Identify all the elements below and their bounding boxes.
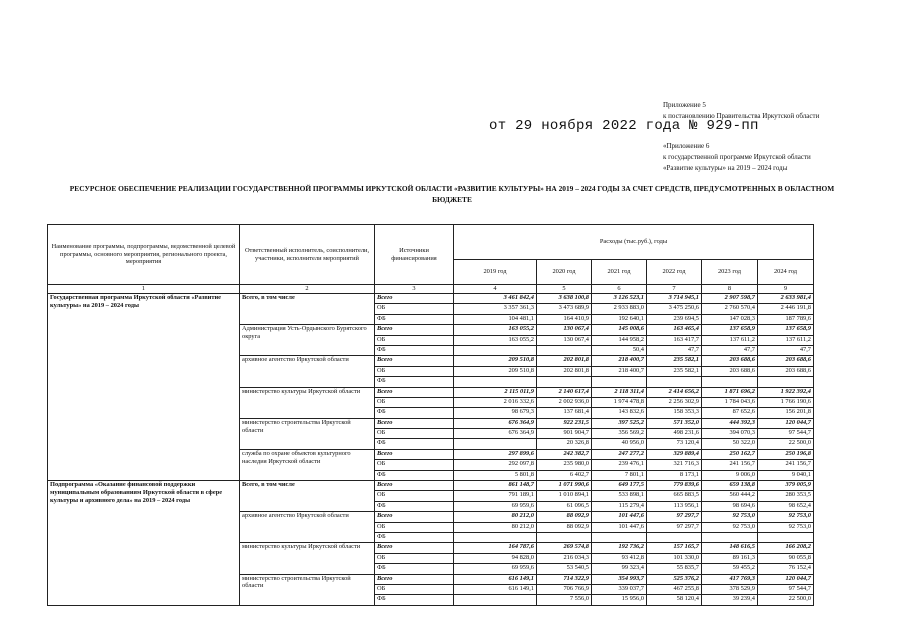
source-cell: Всего: [375, 356, 454, 366]
source-cell: ОБ: [375, 522, 454, 532]
executor-cell: Всего, в том числе: [240, 294, 375, 325]
value-cell: 137 611,2: [702, 335, 758, 345]
value-cell: 235 582,1: [647, 356, 702, 366]
value-cell: 40 956,0: [592, 439, 647, 449]
source-cell: ОБ: [375, 491, 454, 501]
value-cell: 2 633 981,4: [758, 294, 814, 304]
value-cell: 525 376,2: [647, 574, 702, 584]
value-cell: 339 037,7: [592, 584, 647, 594]
value-cell: 922 231,5: [537, 418, 592, 428]
value-cell: 97 544,7: [758, 584, 814, 594]
value-cell: 69 959,6: [454, 564, 537, 574]
appendix6-program-ref: к государственной программе Иркутской области: [663, 153, 811, 161]
value-cell: 50 322,0: [702, 439, 758, 449]
value-cell: 242 382,7: [537, 449, 592, 459]
table-row: [48, 294, 814, 304]
executor-cell: министерство культуры Иркутской области: [240, 543, 375, 574]
column-number: 1: [48, 285, 240, 294]
value-cell: 235 980,0: [537, 460, 592, 470]
value-cell: 218 400,7: [592, 356, 647, 366]
value-cell: 88 092,9: [537, 512, 592, 522]
value-cell: 9 040,1: [758, 470, 814, 480]
value-cell: [647, 377, 702, 387]
value-cell: 113 956,1: [647, 501, 702, 511]
source-cell: ОБ: [375, 366, 454, 376]
header-expenses: Расходы (тыс.руб.), годы: [454, 225, 814, 260]
value-cell: [702, 377, 758, 387]
value-cell: 157 165,7: [647, 543, 702, 553]
value-cell: 329 889,4: [647, 449, 702, 459]
column-number: 5: [537, 285, 592, 294]
value-cell: 247 277,2: [592, 449, 647, 459]
value-cell: 216 034,3: [537, 553, 592, 563]
appendix6-program-name: «Развитие культуры» на 2019 – 2024 годы: [663, 164, 788, 172]
value-cell: 560 444,2: [702, 491, 758, 501]
value-cell: 280 353,5: [758, 491, 814, 501]
value-cell: 98 694,6: [702, 501, 758, 511]
value-cell: 104 481,1: [454, 314, 537, 324]
value-cell: 241 156,7: [758, 460, 814, 470]
value-cell: 901 904,7: [537, 429, 592, 439]
value-cell: 417 769,3: [702, 574, 758, 584]
value-cell: 89 161,3: [702, 553, 758, 563]
value-cell: 101 447,6: [592, 522, 647, 532]
value-cell: 92 753,0: [702, 512, 758, 522]
executor-cell: служба по охране объектов культурного наследия Иркутской области: [240, 449, 375, 480]
value-cell: 80 212,0: [454, 522, 537, 532]
value-cell: [592, 377, 647, 387]
executor-cell: Всего, в том числе: [240, 481, 375, 512]
value-cell: 88 092,9: [537, 522, 592, 532]
value-cell: 714 322,9: [537, 574, 592, 584]
value-cell: 2 414 656,2: [647, 387, 702, 397]
appendix-label: Приложение 5: [663, 101, 706, 109]
appendix6-label: «Приложение 6: [663, 142, 710, 150]
value-cell: 1 784 043,6: [702, 397, 758, 407]
value-cell: 90 055,8: [758, 553, 814, 563]
value-cell: 137 658,9: [702, 325, 758, 335]
value-cell: 467 255,8: [647, 584, 702, 594]
value-cell: 444 392,3: [702, 418, 758, 428]
value-cell: 706 766,9: [537, 584, 592, 594]
value-cell: 5 801,8: [454, 470, 537, 480]
value-cell: 99 323,4: [592, 564, 647, 574]
value-cell: 94 828,0: [454, 553, 537, 563]
source-cell: ОБ: [375, 304, 454, 314]
value-cell: 101 447,6: [592, 512, 647, 522]
value-cell: 1 071 990,6: [537, 481, 592, 491]
value-cell: 130 067,4: [537, 325, 592, 335]
value-cell: 203 688,6: [758, 356, 814, 366]
value-cell: [592, 532, 647, 542]
decree-date-stamp: от 29 ноября 2022 года № 929-пп: [489, 118, 759, 134]
value-cell: 241 156,7: [702, 460, 758, 470]
value-cell: 1 974 478,8: [592, 397, 647, 407]
program-name-cell: Государственная программа Иркутской области «Развитие культуры» на 2019 – 2024 годы: [48, 294, 240, 481]
source-cell: ФБ: [375, 377, 454, 387]
value-cell: 2 140 617,4: [537, 387, 592, 397]
value-cell: 144 958,2: [592, 335, 647, 345]
value-cell: 192 736,2: [592, 543, 647, 553]
value-cell: [454, 532, 537, 542]
value-cell: 250 196,8: [758, 449, 814, 459]
value-cell: [454, 377, 537, 387]
value-cell: 676 364,9: [454, 418, 537, 428]
value-cell: 292 097,8: [454, 460, 537, 470]
value-cell: 2 002 936,0: [537, 397, 592, 407]
source-cell: ФБ: [375, 595, 454, 605]
value-cell: 354 993,7: [592, 574, 647, 584]
header-source-column: Источники финансирования: [375, 225, 454, 285]
value-cell: 2 115 011,9: [454, 387, 537, 397]
value-cell: 616 149,1: [454, 574, 537, 584]
value-cell: 250 162,7: [702, 449, 758, 459]
column-number: 3: [375, 285, 454, 294]
value-cell: 378 529,9: [702, 584, 758, 594]
value-cell: 1 922 392,4: [758, 387, 814, 397]
value-cell: 61 096,5: [537, 501, 592, 511]
value-cell: 92 753,0: [758, 512, 814, 522]
value-cell: 101 330,0: [647, 553, 702, 563]
value-cell: 791 189,1: [454, 491, 537, 501]
executor-cell: министерство строительства Иркутской области: [240, 574, 375, 605]
value-cell: 98 652,4: [758, 501, 814, 511]
value-cell: 3 714 945,1: [647, 294, 702, 304]
value-cell: [537, 377, 592, 387]
source-cell: Всего: [375, 294, 454, 304]
value-cell: 2 446 191,8: [758, 304, 814, 314]
program-name-cell: Подпрограмма «Оказание финансовой поддержки муниципальным образованиям Иркутской области в сфере культуры и архивного дела» на 2019 – 2024 годы: [48, 481, 240, 606]
value-cell: 166 208,2: [758, 543, 814, 553]
value-cell: 148 616,5: [702, 543, 758, 553]
value-cell: 1 010 894,1: [537, 491, 592, 501]
source-cell: ОБ: [375, 429, 454, 439]
value-cell: 2 907 598,7: [702, 294, 758, 304]
value-cell: 15 956,0: [592, 595, 647, 605]
column-number: 8: [702, 285, 758, 294]
value-cell: 659 138,8: [702, 481, 758, 491]
source-cell: ФБ: [375, 501, 454, 511]
value-cell: 145 008,6: [592, 325, 647, 335]
value-cell: 156 201,8: [758, 408, 814, 418]
source-cell: Всего: [375, 512, 454, 522]
value-cell: 163 465,4: [647, 325, 702, 335]
value-cell: 1 871 696,2: [702, 387, 758, 397]
source-cell: ФБ: [375, 408, 454, 418]
value-cell: 120 044,7: [758, 418, 814, 428]
value-cell: 239 694,5: [647, 314, 702, 324]
value-cell: [702, 532, 758, 542]
value-cell: 53 540,5: [537, 564, 592, 574]
value-cell: 20 326,8: [537, 439, 592, 449]
value-cell: 533 898,1: [592, 491, 647, 501]
source-cell: Всего: [375, 481, 454, 491]
value-cell: 115 279,4: [592, 501, 647, 511]
value-cell: 22 500,0: [758, 439, 814, 449]
source-cell: Всего: [375, 543, 454, 553]
value-cell: 147 028,3: [702, 314, 758, 324]
value-cell: 202 801,8: [537, 356, 592, 366]
source-cell: Всего: [375, 418, 454, 428]
value-cell: 73 120,4: [647, 439, 702, 449]
value-cell: 7 801,1: [592, 470, 647, 480]
value-cell: 143 832,6: [592, 408, 647, 418]
value-cell: 209 510,8: [454, 356, 537, 366]
value-cell: 130 067,4: [537, 335, 592, 345]
value-cell: 97 544,7: [758, 429, 814, 439]
executor-cell: архивное агентство Иркутской области: [240, 512, 375, 543]
executor-cell: министерство строительства Иркутской области: [240, 418, 375, 449]
value-cell: 164 787,6: [454, 543, 537, 553]
value-cell: 22 500,0: [758, 595, 814, 605]
value-cell: 239 476,1: [592, 460, 647, 470]
value-cell: 164 410,9: [537, 314, 592, 324]
value-cell: 356 569,2: [592, 429, 647, 439]
value-cell: [758, 532, 814, 542]
value-cell: 137 681,4: [537, 408, 592, 418]
value-cell: 39 239,4: [702, 595, 758, 605]
value-cell: [647, 532, 702, 542]
value-cell: 3 475 250,6: [647, 304, 702, 314]
source-cell: ОБ: [375, 460, 454, 470]
executor-cell: Администрация Усть-Ордынского Бурятского округа: [240, 325, 375, 356]
column-number: 9: [758, 285, 814, 294]
source-cell: ОБ: [375, 553, 454, 563]
value-cell: 202 801,8: [537, 366, 592, 376]
value-cell: 137 658,9: [758, 325, 814, 335]
value-cell: 9 006,0: [702, 470, 758, 480]
source-cell: Всего: [375, 449, 454, 459]
value-cell: 158 353,3: [647, 408, 702, 418]
source-cell: ОБ: [375, 584, 454, 594]
value-cell: 192 640,1: [592, 314, 647, 324]
header-program-column: Наименование программы, подпрограммы, ведомственной целевой программы, основного мероприятия, регионального проекта, мероприятия: [48, 225, 240, 285]
source-cell: ФБ: [375, 345, 454, 355]
value-cell: 92 753,0: [702, 522, 758, 532]
value-cell: 269 574,8: [537, 543, 592, 553]
value-cell: [537, 345, 592, 355]
source-cell: Всего: [375, 325, 454, 335]
executor-cell: архивное агентство Иркутской области: [240, 356, 375, 387]
value-cell: 163 417,7: [647, 335, 702, 345]
value-cell: 2 760 570,4: [702, 304, 758, 314]
value-cell: 203 688,6: [758, 366, 814, 376]
value-cell: 50,4: [592, 345, 647, 355]
header-executor-column: Ответственный исполнитель, соисполнители, участники, исполнители мероприятий: [240, 225, 375, 285]
value-cell: 97 297,7: [647, 522, 702, 532]
value-cell: [454, 345, 537, 355]
source-cell: ОБ: [375, 397, 454, 407]
source-cell: ФБ: [375, 564, 454, 574]
value-cell: 163 055,2: [454, 335, 537, 345]
value-cell: 498 231,6: [647, 429, 702, 439]
value-cell: 676 364,9: [454, 429, 537, 439]
value-cell: 93 412,8: [592, 553, 647, 563]
value-cell: 779 839,6: [647, 481, 702, 491]
value-cell: 3 638 100,8: [537, 294, 592, 304]
value-cell: 297 899,6: [454, 449, 537, 459]
resource-table: [47, 224, 814, 606]
value-cell: 7 556,0: [537, 595, 592, 605]
source-cell: ФБ: [375, 314, 454, 324]
value-cell: 120 044,7: [758, 574, 814, 584]
value-cell: 87 652,6: [702, 408, 758, 418]
value-cell: 6 402,7: [537, 470, 592, 480]
value-cell: [454, 595, 537, 605]
year-header: 2023 год: [702, 260, 758, 285]
year-header: 2024 год: [758, 260, 814, 285]
value-cell: 47,7: [647, 345, 702, 355]
value-cell: 203 688,6: [702, 356, 758, 366]
value-cell: 209 510,8: [454, 366, 537, 376]
value-cell: 397 525,2: [592, 418, 647, 428]
source-cell: Всего: [375, 387, 454, 397]
value-cell: 3 473 689,9: [537, 304, 592, 314]
value-cell: 218 400,7: [592, 366, 647, 376]
value-cell: 137 611,2: [758, 335, 814, 345]
value-cell: 861 148,7: [454, 481, 537, 491]
value-cell: [537, 532, 592, 542]
value-cell: 203 688,6: [702, 366, 758, 376]
year-header: 2022 год: [647, 260, 702, 285]
value-cell: 2 118 311,4: [592, 387, 647, 397]
year-header: 2020 год: [537, 260, 592, 285]
value-cell: 2 016 332,6: [454, 397, 537, 407]
value-cell: 394 070,3: [702, 429, 758, 439]
source-cell: ФБ: [375, 439, 454, 449]
value-cell: 649 177,5: [592, 481, 647, 491]
value-cell: 163 055,2: [454, 325, 537, 335]
value-cell: 8 173,1: [647, 470, 702, 480]
column-number: 6: [592, 285, 647, 294]
source-cell: Всего: [375, 574, 454, 584]
value-cell: 2 933 883,0: [592, 304, 647, 314]
value-cell: [758, 377, 814, 387]
source-cell: ФБ: [375, 532, 454, 542]
value-cell: 3 126 523,1: [592, 294, 647, 304]
value-cell: 47,7: [758, 345, 814, 355]
value-cell: 616 149,1: [454, 584, 537, 594]
value-cell: 55 835,7: [647, 564, 702, 574]
source-cell: ОБ: [375, 335, 454, 345]
value-cell: 1 766 190,6: [758, 397, 814, 407]
value-cell: 379 005,9: [758, 481, 814, 491]
value-cell: 58 120,4: [647, 595, 702, 605]
value-cell: 98 679,3: [454, 408, 537, 418]
value-cell: 321 716,3: [647, 460, 702, 470]
value-cell: 97 297,7: [647, 512, 702, 522]
value-cell: 80 212,0: [454, 512, 537, 522]
appendix-decree-ref: к постановлению Правительства Иркутской области: [663, 112, 820, 120]
value-cell: 59 455,2: [702, 564, 758, 574]
year-header: 2019 год: [454, 260, 537, 285]
value-cell: 3 357 361,3: [454, 304, 537, 314]
value-cell: [454, 439, 537, 449]
value-cell: 571 352,0: [647, 418, 702, 428]
year-header: 2021 год: [592, 260, 647, 285]
value-cell: 187 789,6: [758, 314, 814, 324]
executor-cell: министерство культуры Иркутской области: [240, 387, 375, 418]
value-cell: 76 152,4: [758, 564, 814, 574]
document-title: РЕСУРСНОЕ ОБЕСПЕЧЕНИЕ РЕАЛИЗАЦИИ ГОСУДАРСТВЕННОЙ ПРОГРАММЫ ИРКУТСКОЙ ОБЛАСТИ «РАЗВИТИЕ КУЛЬТУРЫ» НА 2019 – 2024 ГОДЫ ЗА СЧЕТ СРЕДСТВ, ПРЕДУСМОТРЕННЫХ В ОБЛАСТНОМ БЮДЖЕТЕ: [69, 184, 835, 204]
value-cell: 2 256 302,9: [647, 397, 702, 407]
value-cell: 235 582,1: [647, 366, 702, 376]
column-number: 2: [240, 285, 375, 294]
value-cell: 3 461 842,4: [454, 294, 537, 304]
source-cell: ФБ: [375, 470, 454, 480]
value-cell: 69 959,6: [454, 501, 537, 511]
column-number: 4: [454, 285, 537, 294]
table-row: [48, 481, 814, 491]
column-number: 7: [647, 285, 702, 294]
value-cell: 92 753,0: [758, 522, 814, 532]
value-cell: 665 883,5: [647, 491, 702, 501]
value-cell: 47,7: [702, 345, 758, 355]
